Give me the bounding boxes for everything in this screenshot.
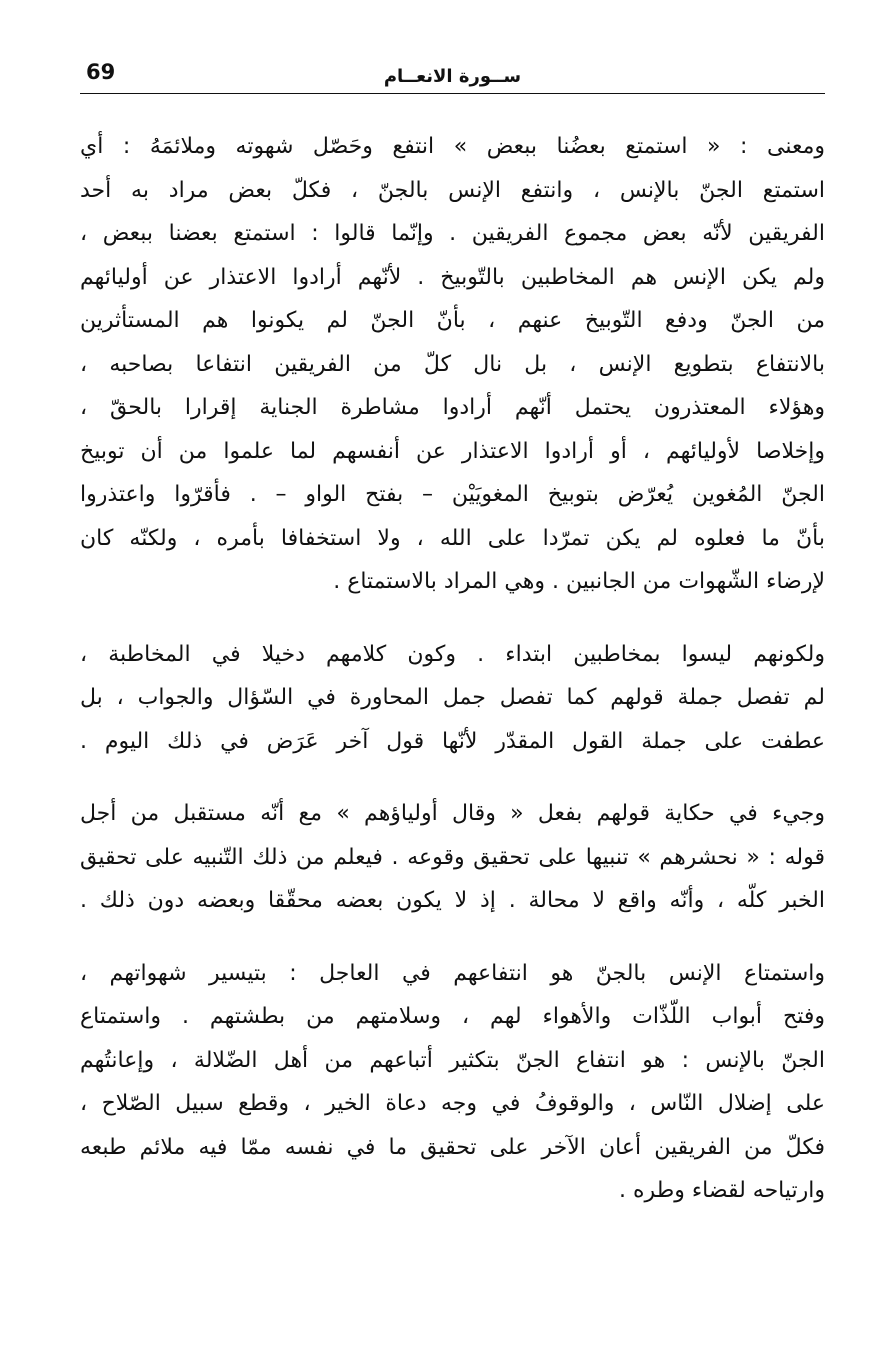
text-line: على إضلال النّاس ، والوقوفُ في وجه دعاة الخير ، وقطع سبيل الصّلاح ، <box>80 1091 825 1116</box>
paragraph <box>80 633 825 764</box>
text-line: لإرضاء الشّهوات من الجانبين . وهي المراد بالاستمتاع . <box>333 569 825 594</box>
text-line: وجيء في حكاية قولهم بفعل « وقال أولياؤهم » مع أنّه مستقبل من أجل <box>80 801 825 826</box>
paragraph <box>80 125 825 604</box>
text-line: ومعنى : « استمتع بعضُنا ببعض » انتفع وحَصّل شهوته وملائمَهُ : أي <box>80 134 825 159</box>
text-line: فكلّ من الفريقين أعان الآخر على تحقيق ما في نفسه ممّا فيه ملائم طبعه <box>80 1134 825 1160</box>
text-line: وفتح أبواب اللّذّات والأهواء لهم ، وسلامتهم من بطشتهم . واستمتاع <box>80 1004 825 1029</box>
text-line: بالانتفاع بتطويع الإنس ، بل نال كلّ من الفريقين انتفاعا بصاحبه ، <box>80 351 825 377</box>
text-line: وهؤلاء المعتذرون يحتمل أنّهم أرادوا مشاطرة الجناية إقرارا بالحقّ ، <box>80 395 825 420</box>
text-line: بأنّ ما فعلوه لم يكن تمرّدا على الله ، ولا استخفافا بأمره ، ولكنّه كان <box>80 525 825 551</box>
text-line: الجنّ المُغوين يُعرّض بتوبيخ المغويَيْن – بفتح الواو – . فأقرّوا واعتذروا <box>80 482 825 507</box>
paragraph <box>80 952 825 1213</box>
text-line: الجنّ بالإنس : هو انتفاع الجنّ بتكثير أتباعهم من أهل الضّلالة ، وإعانتُهم <box>80 1047 825 1073</box>
page-header <box>80 56 825 96</box>
text-line: وإخلاصا لأوليائهم ، أو أرادوا الاعتذار عن أنفسهم لما علموا من أن توبيخ <box>80 438 825 464</box>
paragraph-gap <box>80 763 825 792</box>
running-title: ســورة الانعــام <box>383 66 522 87</box>
text-line: وارتياحه لقضاء وطره . <box>619 1178 825 1203</box>
text-line: ولكونهم ليسوا بمخاطبين ابتداء . وكون كلامهم دخيلا في المخاطبة ، <box>80 641 825 667</box>
body-text <box>80 125 825 1213</box>
text-line: الفريقين لأنّه بعض مجموع الفريقين . وإنّما قالوا : استمتع بعضنا ببعض ، <box>80 221 825 246</box>
paragraph-gap <box>80 923 825 952</box>
paragraph-gap <box>80 604 825 633</box>
text-line: ولم يكن الإنس هم المخاطبين بالتّوبيخ . لأنّهم أرادوا الاعتذار عن أوليائهم <box>80 264 825 290</box>
text-line: قوله : « نحشرهم » تنبيها على تحقيق وقوعه . فيعلم من ذلك التّنبيه على تحقيق <box>80 844 825 870</box>
paragraph <box>80 792 825 923</box>
text-line: لم تفصل جملة قولهم كما تفصل جمل المحاورة في السّؤال والجواب ، بل <box>80 685 825 710</box>
text-line: واستمتاع الإنس بالجنّ هو انتفاعهم في العاجل : بتيسير شهواتهم ، <box>80 960 825 986</box>
header-rule <box>80 93 825 94</box>
text-line: استمتع الجنّ بالإنس ، وانتفع الإنس بالجنّ ، فكلّ بعض مراد به أحد <box>80 177 825 203</box>
text-line: عطفت على جملة القول المقدّر لأنّها قول آخر عَرَض في ذلك اليوم . <box>80 728 825 754</box>
page-number: 69 <box>86 60 116 84</box>
text-line: من الجنّ ودفع التّوبيخ عنهم ، بأنّ الجنّ لم يكونوا هم المستأثرين <box>80 308 825 333</box>
text-line: الخبر كلّه ، وأنّه واقع لا محالة . إذ لا يكون بعضه محقّقا وبعضه دون ذلك . <box>80 888 825 913</box>
